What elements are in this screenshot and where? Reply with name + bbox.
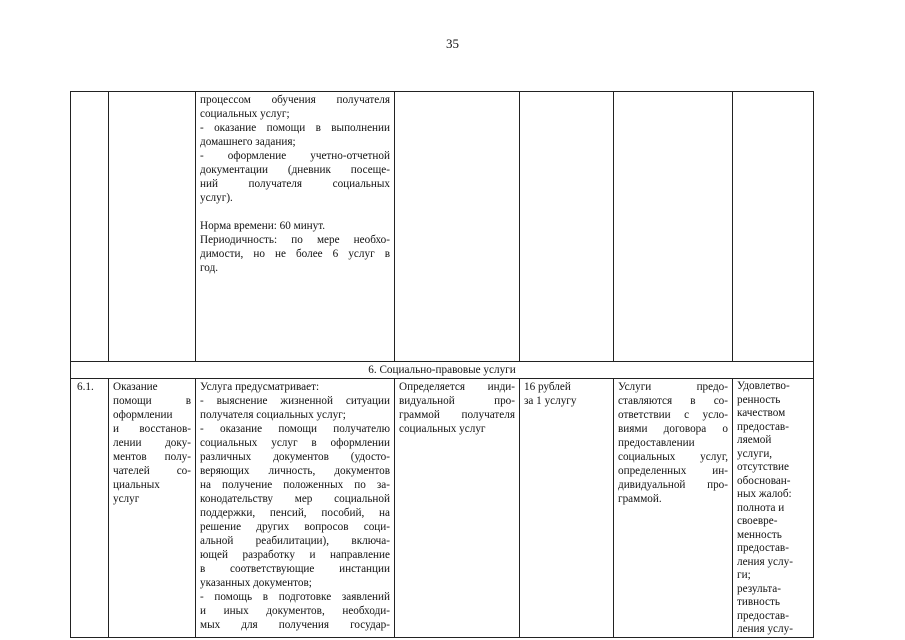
- text-line: видуальной про-: [399, 395, 515, 407]
- text-line: - оказание помощи в выполнении: [200, 122, 390, 134]
- row-criteria-cell: [733, 379, 814, 638]
- cont-number-cell: [71, 92, 109, 362]
- row-volume-text: [399, 380, 515, 436]
- text-line: лении доку-: [113, 437, 191, 449]
- row-name-text: [113, 380, 191, 506]
- cont-price-cell: [520, 92, 614, 362]
- text-line: определенных ин-: [618, 465, 728, 477]
- text-line: социальных услуг;: [200, 108, 290, 120]
- table-row: [71, 379, 814, 638]
- text-line: получателя социальных услуг;: [200, 409, 346, 421]
- text-line: ментов полу-: [113, 451, 191, 463]
- text-line: чателей со-: [113, 465, 191, 477]
- text-line: домашнего задания;: [200, 136, 296, 148]
- text-line: - оформление учетно-отчетной: [200, 150, 390, 162]
- text-line: своевре-: [737, 515, 778, 527]
- text-line: 16 рублей: [524, 381, 571, 393]
- section-header-row: [71, 362, 814, 379]
- services-table: [70, 91, 814, 638]
- text-line: предостав-: [737, 420, 789, 433]
- text-line: услуги,: [737, 447, 773, 460]
- text-line: предоставлении: [618, 437, 695, 449]
- text-line: ных жалоб:: [737, 488, 792, 500]
- text-line: решение других вопросов соци-: [200, 521, 390, 533]
- text-line: качеством: [737, 407, 786, 419]
- cont-description-text: [200, 93, 390, 361]
- text-line: результа-: [737, 582, 781, 595]
- text-line: поддержки, пенсий, пособий, на: [200, 507, 390, 519]
- text-line: Оказание: [113, 381, 158, 393]
- text-line: граммой получателя: [399, 409, 515, 421]
- page-number: 35: [446, 36, 459, 51]
- text-line: менность: [737, 528, 782, 541]
- row-price-text: [524, 380, 609, 408]
- text-line: отсутствие: [737, 461, 789, 473]
- text-line: на получение положенных по за-: [200, 479, 390, 491]
- text-line: социальных услуг в оформлении: [200, 437, 390, 449]
- text-line: - помощь в подготовке заявлений: [200, 591, 390, 603]
- text-line: обоснован-: [737, 474, 791, 487]
- text-line: циальных: [113, 479, 160, 491]
- text-line: ления услу-: [737, 623, 793, 635]
- text-line: услуг: [113, 493, 140, 505]
- text-line: ответствии с усло-: [618, 409, 728, 421]
- text-line: Норма времени: 60 минут.: [200, 220, 326, 232]
- text-line: документации (дневник посеще-: [200, 164, 390, 176]
- text-line: ляемой: [737, 434, 772, 446]
- text-line: указанных документов;: [200, 577, 312, 589]
- row-name-cell: [109, 379, 196, 638]
- text-line: и иных документов, необходи-: [200, 605, 390, 617]
- text-line: в соответствующие инстанции: [200, 563, 390, 575]
- text-line: - выяснение жизненной ситуации: [200, 395, 390, 407]
- row-conditions-text: [618, 380, 728, 506]
- cont-name-cell: [109, 92, 196, 362]
- text-line: ги;: [737, 569, 751, 581]
- text-line: Услуга предусматривает:: [200, 381, 320, 393]
- text-line: альной реабилитации), включа-: [200, 535, 390, 547]
- text-line: оформлении: [113, 409, 173, 421]
- blank-line: [200, 205, 390, 219]
- text-line: ренность: [737, 393, 781, 406]
- text-line: - оказание помощи получателю: [200, 423, 390, 435]
- text-line: социальных услуг: [399, 423, 486, 435]
- text-line: предостав-: [737, 609, 789, 622]
- text-line: и восстанов-: [113, 423, 191, 435]
- text-line: за 1 услугу: [524, 395, 577, 407]
- text-line: ний получателя социальных: [200, 178, 390, 190]
- row-description-cell: [196, 379, 395, 638]
- text-line: виями договора о: [618, 423, 728, 435]
- text-line: Услуги предо-: [618, 381, 728, 393]
- text-line: дивидуальной про-: [618, 479, 728, 491]
- text-line: процессом обучения получателя: [200, 94, 390, 106]
- row-volume-cell: [395, 379, 520, 638]
- text-line: тивность: [737, 596, 780, 608]
- text-line: помощи в: [113, 395, 191, 407]
- text-line: Периодичность: по мере необхо-: [200, 234, 390, 246]
- text-line: различных документов (удосто-: [200, 451, 390, 463]
- continuation-row: [71, 92, 814, 362]
- row-criteria-text: [737, 380, 809, 637]
- text-line: ления услу-: [737, 555, 793, 568]
- text-line: год.: [200, 262, 219, 274]
- row-number: 6.1.: [71, 379, 109, 638]
- row-conditions-cell: [614, 379, 733, 638]
- text-line: веряющих личность, документов: [200, 465, 390, 477]
- text-line: ставляются в со-: [618, 395, 728, 407]
- cont-description-cell: [196, 92, 395, 362]
- section-title: 6. Социально-правовые услуги: [71, 362, 814, 379]
- text-line: услуг).: [200, 192, 233, 204]
- row-description-text: [200, 380, 390, 632]
- text-line: Удовлетво-: [737, 380, 790, 392]
- text-line: ющей разработку и направление: [200, 549, 390, 561]
- cont-criteria-cell: [733, 92, 814, 362]
- text-line: мых для получения государ-: [200, 619, 390, 631]
- text-line: социальных услуг,: [618, 451, 728, 463]
- cont-conditions-cell: [614, 92, 733, 362]
- text-line: полнота и: [737, 501, 785, 514]
- cont-volume-cell: [395, 92, 520, 362]
- text-line: димости, но не более 6 услуг в: [200, 248, 390, 260]
- text-line: предостав-: [737, 542, 789, 554]
- text-line: конодательству мер социальной: [200, 493, 390, 505]
- text-line: граммой.: [618, 493, 662, 505]
- text-line: Определяется инди-: [399, 381, 515, 393]
- row-price-cell: [520, 379, 614, 638]
